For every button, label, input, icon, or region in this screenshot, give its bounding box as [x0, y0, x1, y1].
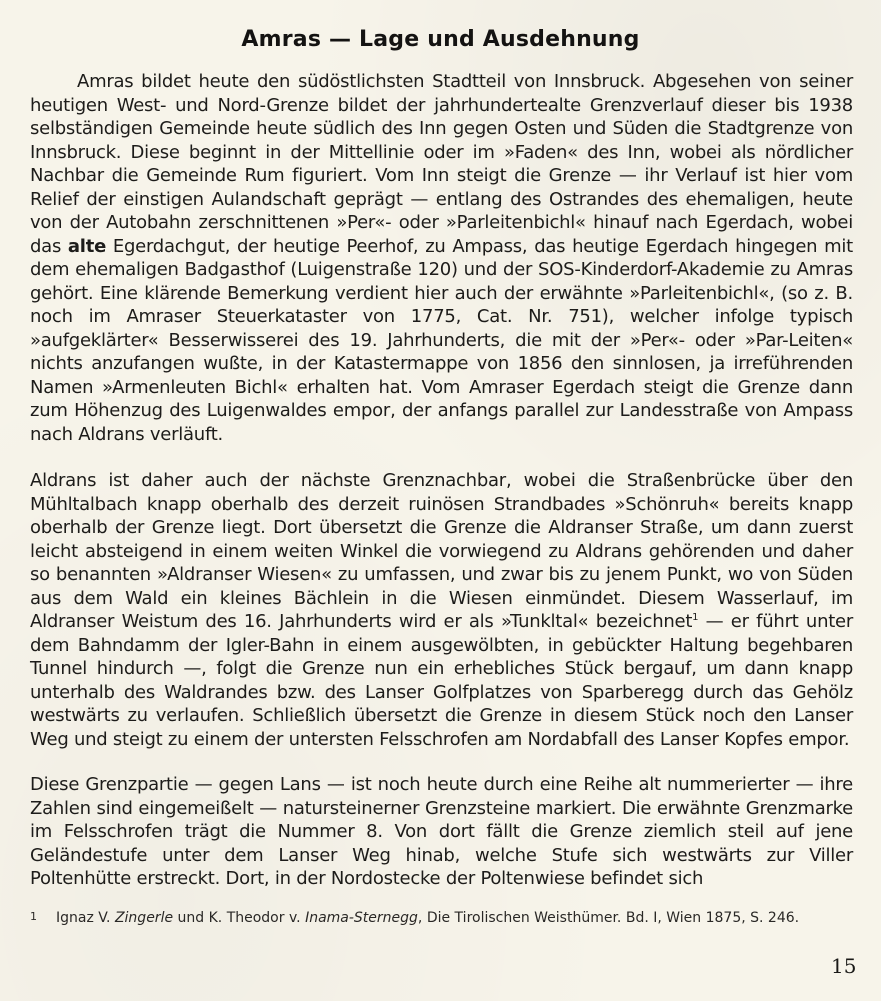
paragraph-3: Diese Grenzpartie — gegen Lans — ist noch heute durch eine Reihe alt nummerierter — ihre Zahlen sind eingemeißelt — natursteinerner Grenzsteine markiert. Die erwähnte Grenzmarke im Felsschrofen trägt die Nummer 8. Von dort fällt die Grenze ziemlich steil auf jene Geländestufe unter dem Lanser Weg hinab, welche Stufe sich westwärts zur Viller Poltenhütte erstreckt. Dort, in der Nordostecke der Poltenwiese befindet sich [30, 774, 853, 889]
paragraph-2-text-a: Aldrans ist daher auch der nächste Grenznachbar, wobei die Straßenbrücke über den Mühltalbach knapp oberhalb des derzeit ruinösen Strandbades »Schönruh« bereits knapp oberhalb der Grenze liegt. Dort übersetzt die Grenze die Aldranser Straße, um dann zuerst leicht absteigend in einem weiten Winkel die vorwiegend zu Aldrans gehörenden und daher so benannten »Aldranser Wiesen« zu umfassen, und zwar bis zu jenem Punkt, wo von Süden aus dem Wald ein kleines Bächlein in die Wiesen einmündet. Diesem Wasserlauf, im Aldranser Weistum des 16. Jahrhunderts wird er als »Tunkltal« bezeichnet [30, 470, 853, 632]
footnote [30, 910, 853, 926]
footnote-author-2: Inama-Sternegg [305, 910, 418, 926]
footnote-mark: 1 [30, 910, 37, 923]
footnote-text-a: Ignaz V. [56, 910, 115, 926]
paragraph-1 [30, 70, 853, 446]
page-title: Amras — Lage und Ausdehnung [241, 27, 640, 52]
paragraph-2 [30, 469, 853, 751]
paragraph-2-text-b: — er führt unter dem Bahndamm der Igler-Bahn in einem ausgewölbten, in gebückter Haltung begehbaren Tunnel hindurch —, folgt die Grenze nun ein erhebliches Stück bergauf, um dann knapp unterhalb des Waldrandes bzw. des Lanser Golfplatzes von Sparberegg durch das Gehölz westwärts zu verlaufen. Schließlich übersetzt die Grenze in diesem Stück noch den Lanser Weg und steigt zu einem der untersten Felsschrofen am Nordabfall des Lanser Kopfes empor. [30, 611, 854, 750]
page-number: 15 [831, 954, 857, 978]
paragraph-1-text-b: Egerdachgut, der heutige Peerhof, zu Ampass, das heutige Egerdach hingegen mit dem ehemaligen Badgasthof (Luigenstraße 120) und der SOS-Kinderdorf-Akademie zu Amras gehört. Eine klärende Bemerkung verdient hier auch der erwähnte »Parleitenbichl«, (so z. B. noch im Amraser Steuerkataster von 1775, Cat. Nr. 751), welcher infolge typisch »aufgeklärter« Besserwisserei des 19. Jahrhunderts, die mit der »Per«- oder »Par-Leiten« nichts anzufangen wußte, in der Katastermappe von 1856 den sinnlosen, ja irreführenden Namen »Armenleuten Bichl« erhalten hat. Vom Amraser Egerdach steigt die Grenze dann zum Höhenzug des Luigenwaldes empor, der anfangs parallel zur Landesstraße von Ampass nach Aldrans verläuft. [30, 235, 853, 445]
body-text [30, 70, 853, 914]
footnote-reference: 1 [692, 612, 699, 623]
paragraph-1-text-a: Amras bildet heute den südöstlichsten Stadtteil von Innsbruck. Abgesehen von seiner heutigen West- und Nord-Grenze bildet der jahrhundertealte Grenzverlauf dieser bis 1938 selbständigen Gemeinde heute südlich des Inn gegen Osten und Süden die Stadtgrenze von Innsbruck. Diese beginnt in der Mittellinie oder im »Faden« des Inn, wobei als nördlicher Nachbar die Gemeinde Rum figuriert. Vom Inn steigt die Grenze — ihr Verlauf ist hier vom Relief der einstigen Aulandschaft geprägt — entlang des Ostrandes des ehemaligen, heute von der Autobahn zerschnittenen »Per«- oder »Parleitenbichl« hinauf nach Egerdach, wobei das [30, 71, 853, 257]
footnote-author-1: Zingerle [114, 910, 174, 926]
footnote-text-c: , Die Tirolischen Weisthümer. Bd. I, Wien 1875, S. 246. [417, 910, 800, 926]
paragraph-1-bold-word: alte [67, 235, 107, 257]
footnote-text-b: und K. Theodor v. [173, 910, 306, 926]
